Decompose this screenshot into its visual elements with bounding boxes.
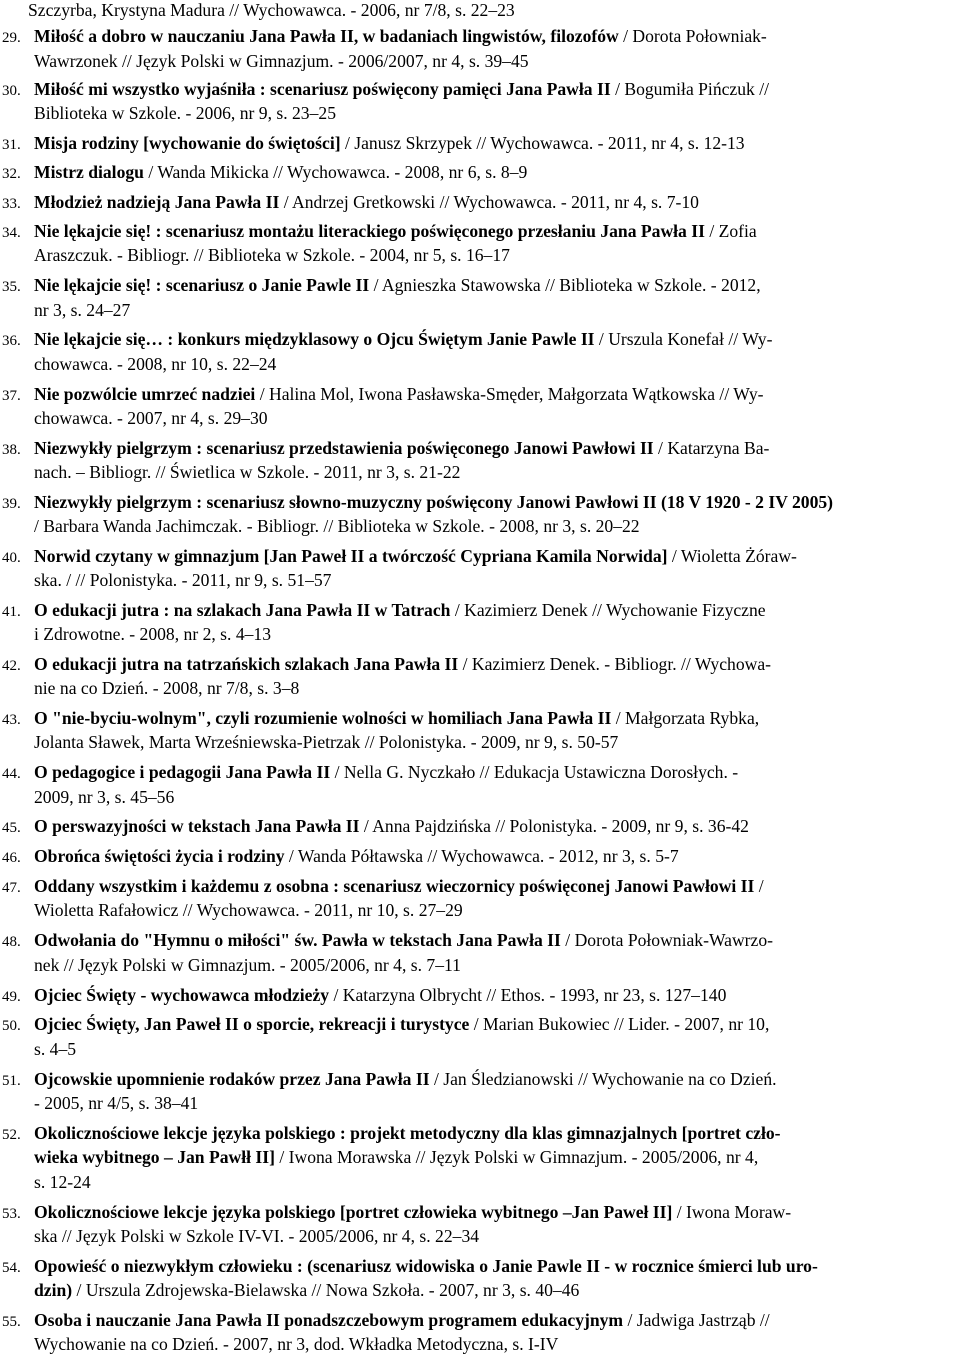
- entry-citation: / Janusz Skrzypek // Wychowawca. - 2011, nr 4, s. 12-13: [340, 133, 745, 153]
- entry-citation: nr 3, s. 24–27: [34, 300, 131, 320]
- bibliography-line: [2, 1069, 777, 1091]
- entry-citation: s. 4–5: [34, 1039, 77, 1059]
- entry-citation: / Wanda Półtawska // Wychowawca. - 2012, nr 3, s. 5-7: [284, 846, 679, 866]
- entry-citation: / Zofia: [704, 221, 757, 241]
- entry-title: Misja rodziny [wychowanie do świętości]: [34, 133, 341, 153]
- bibliography-line: [34, 1280, 579, 1302]
- entry-citation: / Katarzyna Olbrycht // Ethos. - 1993, nr 23, s. 127–140: [329, 985, 727, 1005]
- bibliography-line: [28, 0, 515, 22]
- entry-title: Okolicznościowe lekcje języka polskiego : projekt metodyczny dla klas gimnazjalnych [portret czło-: [34, 1123, 781, 1143]
- bibliography-line: [2, 79, 769, 101]
- entry-citation: Wychowanie na co Dzień. - 2007, nr 3, dod. Wkładka Metodyczna, s. I-IV: [34, 1334, 559, 1354]
- entry-citation: / Marian Bukowiec // Lider. - 2007, nr 10,: [469, 1014, 770, 1034]
- entry-title: Osoba i nauczanie Jana Pawła II ponadszczebowym programem edukacyjnym: [34, 1310, 624, 1330]
- bibliography-line: [34, 1334, 558, 1356]
- entry-citation: / Wanda Mikicka // Wychowawca. - 2008, nr 6, s. 8–9: [143, 162, 528, 182]
- entry-number: 49.: [2, 989, 21, 1005]
- entry-citation: / Iwona Morawska // Język Polski w Gimnazjum. - 2005/2006, nr 4,: [274, 1147, 759, 1167]
- entry-title: Młodzież nadzieją Jana Pawła II: [34, 192, 280, 212]
- entry-title: Ojcowskie upomnienie rodaków przez Jana Pawła II: [34, 1069, 430, 1089]
- bibliography-line: [2, 492, 833, 514]
- bibliography-line: [2, 329, 772, 351]
- bibliography-line: [34, 516, 640, 538]
- bibliography-line: [34, 462, 460, 484]
- entry-number: 33.: [2, 196, 21, 212]
- bibliography-line: [2, 654, 771, 676]
- bibliography-line: [34, 570, 331, 592]
- entry-citation: Szczyrba, Krystyna Madura // Wychowawca. - 2006, nr 7/8, s. 22–23: [28, 0, 515, 20]
- entry-number: 31.: [2, 137, 21, 153]
- entry-number: 55.: [2, 1314, 21, 1330]
- entry-number: 47.: [2, 880, 21, 896]
- bibliography-line: [2, 930, 773, 952]
- bibliography-line: [2, 133, 745, 155]
- bibliography-line: [34, 51, 529, 73]
- entry-citation: / Urszula Zdrojewska-Bielawska // Nowa Szkoła. - 2007, nr 3, s. 40–46: [72, 1280, 580, 1300]
- bibliography-line: [34, 354, 276, 376]
- entry-number: 46.: [2, 850, 21, 866]
- entry-number: 40.: [2, 550, 21, 566]
- entry-citation: / Dorota Połowniak-Wawrzo-: [560, 930, 773, 950]
- bibliography-line: [2, 1014, 769, 1036]
- entry-number: 43.: [2, 712, 21, 728]
- bibliography-line: [2, 600, 766, 622]
- entry-citation: / Urszula Konefał // Wy-: [594, 329, 773, 349]
- entry-citation: Jolanta Sławek, Marta Wrześniewska-Pietrzak // Polonistyka. - 2009, nr 9, s. 50-57: [34, 732, 619, 752]
- bibliography-line: [2, 1202, 791, 1224]
- bibliography-line: [2, 1310, 770, 1332]
- entry-citation: i Zdrowotne. - 2008, nr 2, s. 4–13: [34, 624, 272, 644]
- entry-number: 39.: [2, 496, 21, 512]
- bibliography-line: [2, 1256, 818, 1278]
- bibliography-line: [2, 876, 764, 898]
- entry-title: O perswazyjności w tekstach Jana Pawła II: [34, 816, 360, 836]
- entry-number: 48.: [2, 934, 21, 950]
- entry-title: Niezwykły pielgrzym : scenariusz słowno-muzyczny poświęcony Janowi Pawłowi II (18 V 1920 - 2 IV 2005): [34, 492, 834, 512]
- bibliography-line: [2, 985, 726, 1007]
- entry-citation: / Halina Mol, Iwona Pasławska-Smęder, Małgorzata Wątkowska // Wy-: [255, 384, 764, 404]
- entry-title: Oddany wszystkim i każdemu z osobna : scenariusz wieczornicy poświęconej Janowi Pawłowi II: [34, 876, 755, 896]
- entry-citation: Araszczuk. - Bibliogr. // Biblioteka w Szkole. - 2004, nr 5, s. 16–17: [34, 245, 510, 265]
- entry-title: Niezwykły pielgrzym : scenariusz przedstawienia poświęconego Janowi Pawłowi II: [34, 438, 654, 458]
- entry-number: 38.: [2, 442, 21, 458]
- bibliography-line: [2, 192, 699, 214]
- entry-number: 35.: [2, 279, 21, 295]
- entry-citation: - 2005, nr 4/5, s. 38–41: [34, 1093, 199, 1113]
- bibliography-line: [2, 384, 764, 406]
- entry-number: 42.: [2, 658, 21, 674]
- entry-title: Miłość mi wszystko wyjaśniła : scenariusz poświęcony pamięci Jana Pawła II: [34, 79, 611, 99]
- entry-citation: Biblioteka w Szkole. - 2006, nr 9, s. 23–25: [34, 103, 336, 123]
- entry-title: O edukacji jutra na tatrzańskich szlakach Jana Pawła II: [34, 654, 459, 674]
- entry-number: 54.: [2, 1260, 21, 1276]
- entry-citation: chowawca. - 2007, nr 4, s. 29–30: [34, 408, 268, 428]
- bibliography-line: [2, 26, 767, 48]
- bibliography-line: [34, 1226, 479, 1248]
- bibliography-line: [34, 1172, 91, 1194]
- entry-number: 37.: [2, 388, 21, 404]
- entry-citation: / Andrzej Gretkowski // Wychowawca. - 2011, nr 4, s. 7-10: [279, 192, 699, 212]
- entry-citation: / Katarzyna Ba-: [653, 438, 770, 458]
- entry-title: O pedagogice i pedagogii Jana Pawła II: [34, 762, 331, 782]
- entry-title: Odwołania do "Hymnu o miłości" św. Pawła w tekstach Jana Pawła II: [34, 930, 561, 950]
- entry-number: 34.: [2, 225, 21, 241]
- entry-citation: s. 12-24: [34, 1172, 91, 1192]
- entry-number: 44.: [2, 766, 21, 782]
- entry-title: dzin): [34, 1280, 73, 1300]
- entry-title: Nie lękajcie się… : konkurs międzyklasowy o Ojcu Świętym Janie Pawle II: [34, 329, 595, 349]
- entry-citation: / Agnieszka Stawowska // Biblioteka w Szkole. - 2012,: [369, 275, 761, 295]
- entry-title: Nie pozwólcie umrzeć nadziei: [34, 384, 256, 404]
- bibliography-line: [34, 1039, 76, 1061]
- bibliography-line: [34, 900, 463, 922]
- entry-citation: chowawca. - 2008, nr 10, s. 22–24: [34, 354, 277, 374]
- entry-number: 53.: [2, 1206, 21, 1222]
- entry-number: 51.: [2, 1073, 21, 1089]
- entry-title: Opowieść o niezwykłym człowieku : (scenariusz widowiska o Janie Pawle II - w rocznice śmierci lub uro-: [34, 1256, 818, 1276]
- bibliography-line: [34, 678, 299, 700]
- bibliography-line: [34, 1147, 758, 1169]
- entry-number: 29.: [2, 30, 21, 46]
- entry-number: 52.: [2, 1127, 21, 1143]
- entry-title: Ojciec Święty - wychowawca młodzieży: [34, 985, 330, 1005]
- bibliography-line: [34, 1093, 198, 1115]
- entry-citation: ska. / // Polonistyka. - 2011, nr 9, s. 51–57: [34, 570, 332, 590]
- entry-citation: / Barbara Wanda Jachimczak. - Bibliogr. // Biblioteka w Szkole. - 2008, nr 3, s. 20–22: [34, 516, 640, 536]
- entry-title: O "nie-byciu-wolnym", czyli rozumienie wolności w homiliach Jana Pawła II: [34, 708, 612, 728]
- bibliography-line: [34, 732, 618, 754]
- entry-number: 32.: [2, 166, 21, 182]
- bibliography-line: [34, 103, 336, 125]
- entry-title: Miłość a dobro w nauczaniu Jana Pawła II, w badaniach lingwistów, filozofów: [34, 26, 619, 46]
- entry-citation: nach. – Bibliogr. // Świetlica w Szkole. - 2011, nr 3, s. 21-22: [34, 462, 461, 482]
- bibliography-line: [34, 624, 271, 646]
- entry-citation: / Dorota Połowniak-: [618, 26, 767, 46]
- entry-title: Okolicznościowe lekcje języka polskiego [portret człowieka wybitnego –Jan Paweł II]: [34, 1202, 673, 1222]
- entry-title: Mistrz dialogu: [34, 162, 144, 182]
- bibliography-line: [2, 762, 738, 784]
- bibliography-line: [2, 546, 797, 568]
- entry-citation: 2009, nr 3, s. 45–56: [34, 787, 175, 807]
- entry-title: wieka wybitnego – Jan Pawłł II]: [34, 1147, 275, 1167]
- bibliography-line: [2, 162, 527, 184]
- entry-title: O edukacji jutra : na szlakach Jana Pawła II w Tatrach: [34, 600, 451, 620]
- bibliography-line: [34, 787, 174, 809]
- entry-citation: Wawrzonek // Język Polski w Gimnazjum. - 2006/2007, nr 4, s. 39–45: [34, 51, 529, 71]
- entry-citation: / Anna Pajdzińska // Polonistyka. - 2009, nr 9, s. 36-42: [359, 816, 749, 836]
- entry-citation: /: [754, 876, 764, 896]
- entry-citation: Wioletta Rafałowicz // Wychowawca. - 2011, nr 10, s. 27–29: [34, 900, 463, 920]
- entry-number: 30.: [2, 83, 21, 99]
- entry-citation: nie na co Dzień. - 2008, nr 7/8, s. 3–8: [34, 678, 300, 698]
- entry-citation: / Kazimierz Denek // Wychowanie Fizyczne: [450, 600, 766, 620]
- bibliography-line: [34, 300, 130, 322]
- entry-number: 41.: [2, 604, 21, 620]
- entry-citation: nek // Język Polski w Gimnazjum. - 2005/2006, nr 4, s. 7–11: [34, 955, 461, 975]
- entry-title: Obrońca świętości życia i rodziny: [34, 846, 285, 866]
- entry-number: 50.: [2, 1018, 21, 1034]
- bibliography-line: [2, 816, 749, 838]
- bibliography-line: [34, 408, 268, 430]
- entry-title: Nie lękajcie się! : scenariusz montażu literackiego poświęconego przesłaniu Jana Pawła II: [34, 221, 705, 241]
- entry-citation: / Wioletta Żóraw-: [667, 546, 797, 566]
- entry-citation: ska // Język Polski w Szkole IV-VI. - 2005/2006, nr 4, s. 22–34: [34, 1226, 480, 1246]
- entry-title: Norwid czytany w gimnazjum [Jan Paweł II a twórczość Cypriana Kamila Norwida]: [34, 546, 668, 566]
- entry-citation: / Bogumiła Pińczuk //: [610, 79, 770, 99]
- bibliography-line: [2, 1123, 781, 1145]
- bibliography-line: [34, 955, 461, 977]
- entry-citation: / Kazimierz Denek. - Bibliogr. // Wychowa-: [458, 654, 772, 674]
- entry-title: Nie lękajcie się! : scenariusz o Janie Pawle II: [34, 275, 370, 295]
- bibliography-line: [2, 438, 769, 460]
- bibliography-line: [2, 708, 759, 730]
- entry-number: 36.: [2, 333, 21, 349]
- entry-citation: / Iwona Moraw-: [672, 1202, 792, 1222]
- bibliography-line: [2, 846, 679, 868]
- entry-number: 45.: [2, 820, 21, 836]
- entry-citation: / Małgorzata Rybka,: [611, 708, 760, 728]
- entry-citation: / Nella G. Nyczkało // Edukacja Ustawiczna Dorosłych. -: [330, 762, 739, 782]
- entry-citation: / Jadwiga Jastrząb //: [623, 1310, 770, 1330]
- bibliography-line: [2, 221, 757, 243]
- bibliography-line: [34, 245, 510, 267]
- entry-title: Ojciec Święty, Jan Paweł II o sporcie, rekreacji i turystyce: [34, 1014, 470, 1034]
- bibliography-line: [2, 275, 761, 297]
- entry-citation: / Jan Śledzianowski // Wychowanie na co Dzień.: [429, 1069, 777, 1089]
